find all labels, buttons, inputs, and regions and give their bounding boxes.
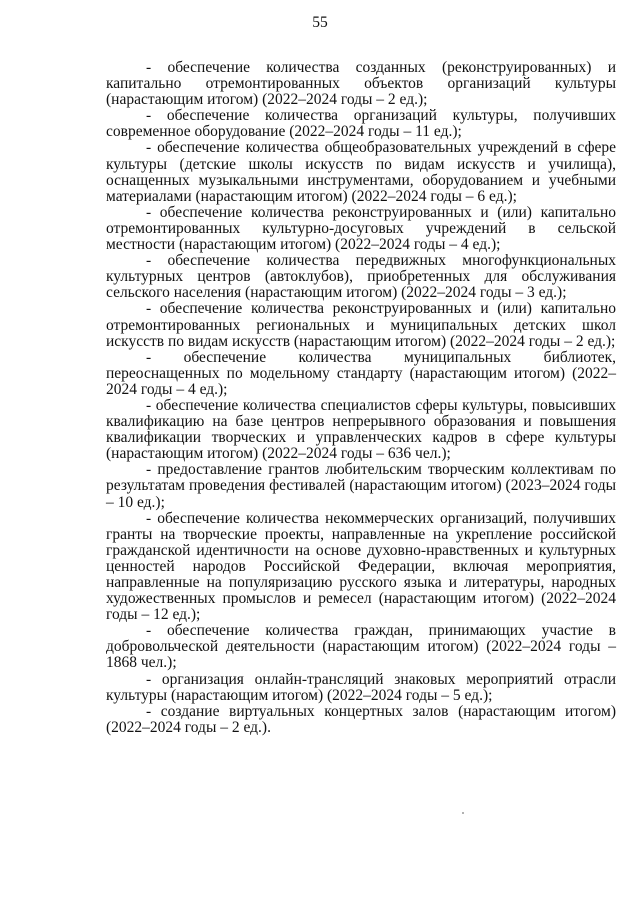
list-item: - обеспечение количества реконструированных и (или) капитально отремонтированных культурно-досуговых учреждений в сельской местности (нарастающим итогом) (2022–2024 годы – 4 ед.); [106, 203, 616, 254]
list-item: - обеспечение количества общеобразовательных учреждений в сфере культуры (детские школы искусств по видам искусств и училища), оснащенных музыкальными инструментами, оборудованием и учебными материалами (нарастающим итогом) (2022–2024 годы – 6 ед.); [106, 139, 616, 205]
list-item: - предоставление грантов любительским творческим коллективам по результатам проведения фестивалей (нарастающим итогом) (2023–2024 годы – 10 ед.); [106, 461, 616, 511]
list-item: - обеспечение количества граждан, принимающих участие в добровольческой деятельности (нарастающим итогом) (2022–2024 годы – 1868 чел.); [106, 622, 616, 672]
list-item: - обеспечение количества реконструированных и (или) капитально отремонтированных региональных и муниципальных детских школ искусств по видам искусств (нарастающим итогом) (2022–2024 годы – 2 ед.); [106, 300, 616, 350]
list-item: - обеспечение количества организаций культуры, получивших современное оборудование (2022–2024 годы – 11 ед.); [106, 107, 616, 141]
list-item: - обеспечение количества созданных (реконструированных) и капитально отремонтированных объектов организаций культуры (нарастающим итогом) (2022–2024 годы – 2 ед.); [106, 59, 616, 109]
list-item: - создание виртуальных концертных залов (нарастающим итогом) (2022–2024 годы – 2 ед.). [106, 702, 616, 736]
indicator-list [106, 60, 616, 736]
list-item: - обеспечение количества передвижных многофункциональных культурных центров (автоклубов), приобретенных для обслуживания сельского населения (нарастающим итогом) (2022–2024 годы – 3 ед.); [106, 252, 616, 302]
list-item: - организация онлайн-трансляций знаковых мероприятий отрасли культуры (нарастающим итогом) (2022–2024 годы – 5 ед.); [106, 670, 616, 704]
page-number: 55 [312, 14, 328, 31]
scan-artifact-dot [462, 812, 464, 814]
list-item: - обеспечение количества специалистов сферы культуры, повысивших квалификацию на базе центров непрерывного образования и повышения квалификации творческих и управленческих кадров в сфере культуры (нарастающим итогом) (2022–2024 годы – 636 чел.); [106, 396, 616, 463]
list-item: - обеспечение количества муниципальных библиотек, переоснащенных по модельному стандарту (нарастающим итогом) (2022–2024 годы – 4 ед.); [106, 348, 616, 398]
list-item: - обеспечение количества некоммерческих организаций, получивших гранты на творческие проекты, направленные на укрепление российской гражданской идентичности на основе духовно-нравственных и культурных ценностей народов Российской Федерации, включая мероприятия, направленные на популяризацию русского языка и литературы, народных художественных промыслов и ремесел (нарастающим итогом) (2022–2024 годы – 12 ед.); [106, 509, 616, 624]
